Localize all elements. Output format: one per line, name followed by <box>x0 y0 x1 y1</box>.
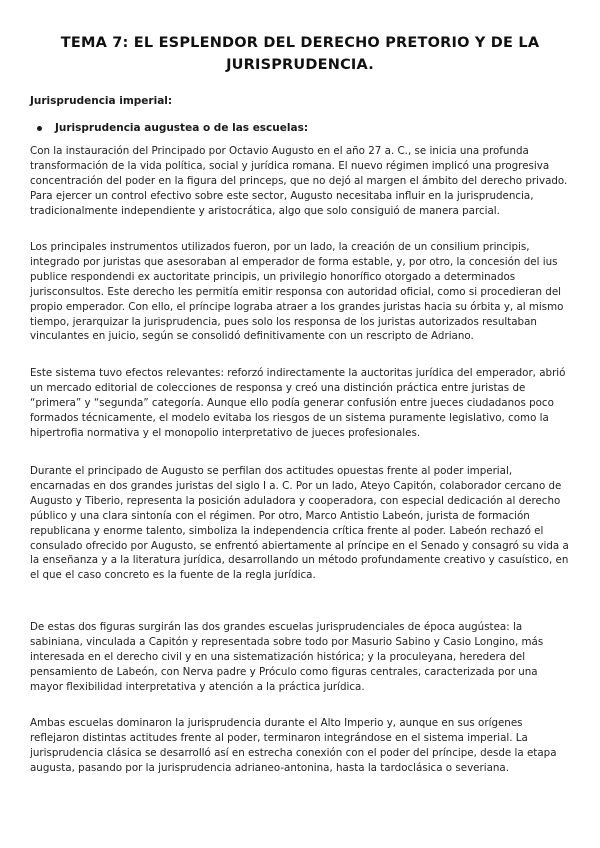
paragraph-2: Los principales instrumentos utilizados fueron, por un lado, la creación de un consilium principis, integrado por juristas que asesoraban al emperador de forma estable, y, por otro, la concesión del ius publice respondendi ex auctoritate principis, un privilegio honorífico otorgado a determinados jurisconsultos. Este derecho les permitía emitir responsa con autoridad oficial, como si procedieran del propio emperador. Con ello, el príncipe lograba atraer a los grandes juristas hacia su órbita y, al mismo tiempo, jerarquizar la jurisprudencia, pues solo los responsa de los juristas autorizados resultaban vinculantes en juicio, según se consolidó definitivamente con un rescripto de Adriano. <box>30 241 564 343</box>
paragraph-4: Durante el principado de Augusto se perfilan dos actitudes opuestas frente al poder imperial, encarnadas en dos grandes juristas del siglo I a. C. Por un lado, Ateyo Capitón, colaborador cercano de Augusto y Tiberio, representa la posición aduladora y cooperadora, con especial dedicación al derecho público y una clara sintonía con el régimen. Por otro, Marco Antistio Labeón, jurista de formación republicana y enorme talento, simboliza la independencia crítica frente al poder. Labeón rechazó el consulado ofrecido por Augusto, se enfrentó abiertamente al príncipe en el Senado y consagró su vida a la enseñanza y a la literatura jurídica, desarrollando un método profundamente creativo y casuístico, en el que el caso concreto es la fuente de la regla jurídica. <box>30 465 569 582</box>
bullet-label: Jurisprudencia augustea o de las escuelas: <box>55 122 309 134</box>
bullet-item <box>37 121 308 135</box>
paragraph-3: Este sistema tuvo efectos relevantes: reforzó indirectamente la auctoritas jurídica del emperador, abrió un mercado editorial de colecciones de responsa y creó una distinción práctica entre juristas de “primera” y “segunda” categoría. Aunque ello podía generar confusión entre jueces ciudadanos poco formados técnicamente, el modelo evitaba los riesgos de un sistema puramente legislativo, como la hipertrofia normativa y el monopolio interpretativo de jueces profesionales. <box>30 367 566 439</box>
paragraph-5: De estas dos figuras surgirán las dos grandes escuelas jurisprudenciales de época augústea: la sabiniana, vinculada a Capitón y representada sobre todo por Masurio Sabino y Casio Longino, más interesada en el derecho civil y en una sistematización histórica; y la proculeyana, heredera del pensamiento de Labeón, con Nerva padre y Próculo como figuras centrales, caracterizada por una mayor flexibilidad interpretativa y atención a la práctica jurídica. <box>30 621 544 693</box>
bullet-dot-icon <box>37 126 42 131</box>
paragraph-6: Ambas escuelas dominaron la jurisprudencia durante el Alto Imperio y, aunque en sus orígenes reflejaron distintas actitudes frente al poder, terminaron integrándose en el sistema imperial. La jurisprudencia clásica se desarrolló así en estrecha conexión con el poder del príncipe, desde la etapa augusta, pasando por la jurisprudencia adrianeo-antonina, hasta la tardoclásica o severiana. <box>30 717 557 774</box>
page-title: TEMA 7: EL ESPLENDOR DEL DERECHO PRETORIO Y DE LA JURISPRUDENCIA. <box>60 35 540 73</box>
section-heading: Jurisprudencia imperial: <box>30 95 173 107</box>
paragraph-1: Con la instauración del Principado por Octavio Augusto en el año 27 a. C., se inicia una profunda transformación de la vida política, social y jurídica romana. El nuevo régimen implicó una progresiva concentración del poder en la figura del princeps, que no dejó al margen el ámbito del derecho privado. Para ejercer un control efectivo sobre este sector, Augusto necesitaba influir en la jurisprudencia, tradicionalmente independiente y aristocrática, algo que solo consiguió de manera parcial. <box>30 145 568 217</box>
